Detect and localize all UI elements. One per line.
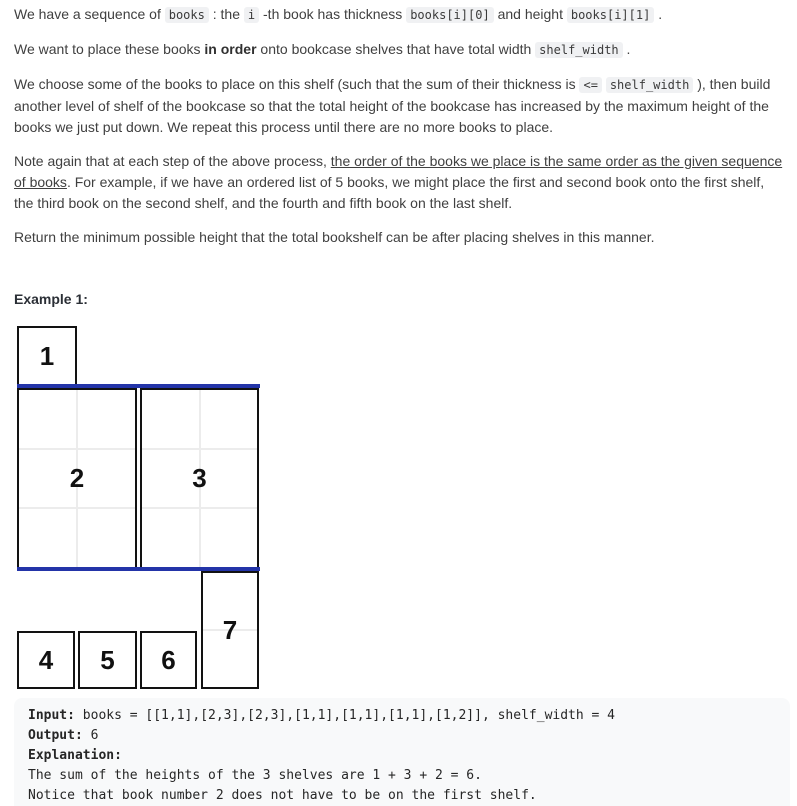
book-label: 5 <box>100 644 115 675</box>
bookshelf-diagram <box>17 326 287 691</box>
text-segment: -th book has thickness <box>259 6 407 22</box>
text-segment: onto bookcase shelves that have total width <box>256 41 536 57</box>
code-line <box>28 786 776 806</box>
bold-text: Output: <box>28 728 83 743</box>
text-segment: . <box>622 41 631 57</box>
text-segment: The sum of the heights of the 3 shelves are 1 + 3 + 2 = 6. <box>28 768 482 783</box>
text-segment: We choose some of the books to place on this shelf (such that the sum of their thickness is <box>14 76 580 92</box>
inline-code: books <box>165 7 209 23</box>
book-label: 3 <box>192 463 207 493</box>
paragraph <box>14 227 783 248</box>
shelf-line <box>17 384 260 388</box>
text-segment: . <box>654 6 663 22</box>
book-5 <box>78 631 137 689</box>
inline-code: books[i][0] <box>406 7 493 23</box>
example-heading: Example 1: <box>14 291 88 307</box>
code-line <box>28 726 776 746</box>
code-line <box>28 706 776 726</box>
bold-text: Explanation: <box>28 748 122 763</box>
inline-code: shelf_width <box>606 77 693 93</box>
paragraph <box>14 74 783 138</box>
problem-statement <box>14 4 783 248</box>
bold-text: in order <box>204 41 257 57</box>
text-segment: . For example, if we have an ordered list of 5 books, we might place the first and second book onto the first shelf, the third book on the second shelf, and the fourth and fifth book on the last shelf. <box>14 174 765 211</box>
paragraph <box>14 4 783 26</box>
paragraph <box>14 39 783 61</box>
book-4 <box>17 631 75 689</box>
text-segment: and height <box>493 6 567 22</box>
book-3 <box>140 388 259 569</box>
book-7 <box>201 571 259 689</box>
inline-code: i <box>244 7 259 23</box>
paragraph <box>14 151 783 214</box>
text-segment: books = [[1,1],[2,3],[2,3],[1,1],[1,1],[1,1],[1,2]], shelf_width = 4 <box>74 708 616 723</box>
text-segment: ), then build another level of shelf of the bookcase so that the total height of the bookcase has increased by the maximum height of the books we just put down. We repeat this process until there are no more books to place. <box>14 76 771 135</box>
inline-code: shelf_width <box>535 42 622 58</box>
book-label: 4 <box>38 644 54 675</box>
book-label: 6 <box>161 644 176 675</box>
bold-text: Input: <box>28 708 75 723</box>
book-label: 2 <box>69 463 85 493</box>
text-segment: We want to place these books <box>14 41 205 57</box>
book-1 <box>17 326 77 386</box>
code-line <box>28 766 776 786</box>
text-segment: 6 <box>82 728 99 743</box>
text-segment: Note again that at each step of the above process, <box>14 153 331 169</box>
text-segment: We have a sequence of <box>14 6 165 22</box>
text-segment: Notice that book number 2 does not have to be on the first shelf. <box>28 788 537 803</box>
inline-code: <= <box>579 77 601 93</box>
inline-code: books[i][1] <box>567 7 654 23</box>
code-line <box>28 746 776 766</box>
book-label: 7 <box>222 614 238 645</box>
book-label: 1 <box>39 340 55 371</box>
text-segment: Return the minimum possible height that the total bookshelf can be after placing shelves in this manner. <box>14 229 655 245</box>
text-segment: : the <box>208 6 244 22</box>
book-2 <box>17 388 137 569</box>
book-6 <box>140 631 197 689</box>
shelf-line <box>17 567 260 571</box>
example-io-block <box>14 698 790 806</box>
underlined-text: the order of the books we place is the same order as the given sequence of books <box>14 153 783 190</box>
